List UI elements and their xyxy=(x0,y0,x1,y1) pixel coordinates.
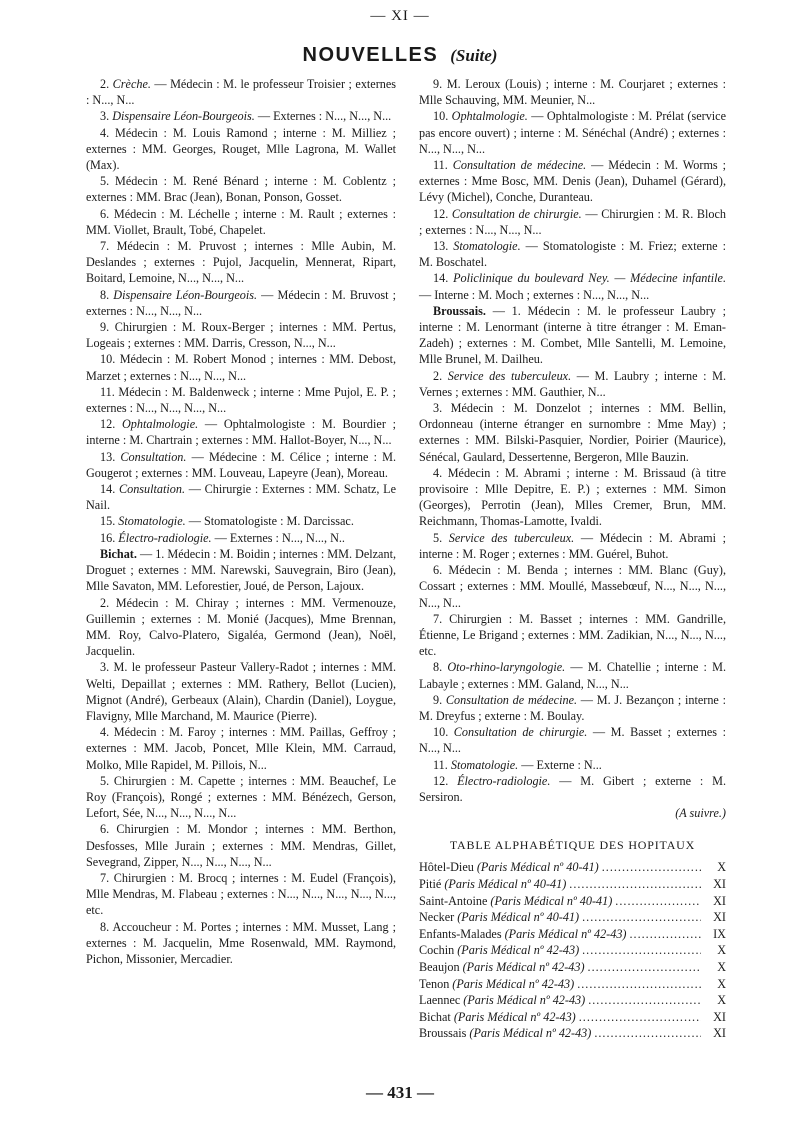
left-column xyxy=(86,76,396,967)
page-reference: X xyxy=(717,993,726,1008)
entry-paragraph xyxy=(86,287,396,319)
entry-paragraph xyxy=(419,724,726,756)
table-row xyxy=(419,876,726,893)
service-name: Service des tuberculeux. xyxy=(448,530,575,545)
entry-paragraph xyxy=(86,821,396,870)
right-column-entries xyxy=(419,76,726,805)
service-name: Service des tuberculeux. xyxy=(447,368,572,383)
entry-text: — M. Gibert ; externe : M. Sersiron. xyxy=(419,773,726,804)
entry-text: 7. Médecin : M. Pruvost ; internes : Mlle Aubin, M. Deslandes ; externes : Pujol, Jacquelin, Mennerat, Ripart, Boitard, Lemoine, N..., N..., N... xyxy=(86,239,396,286)
entry-paragraph xyxy=(419,530,726,562)
entry-text: — M. J. Bezançon ; interne : M. Dreyfus ; externe : M. Boulay. xyxy=(419,692,726,723)
page-title xyxy=(0,44,800,67)
entry-text: 11. xyxy=(433,158,453,173)
entry-text: 7. Chirurgien : M. Basset ; internes : MM. Gandrille, Étienne, Le Brigand ; externes : MM. Zadikian, N..., N..., N..., etc. xyxy=(419,611,726,659)
entry-text: 12. xyxy=(433,206,452,221)
journal-reference: (Paris Médical nº 40-41) xyxy=(444,876,567,891)
page-reference: XI xyxy=(713,876,726,891)
entry-text: 4. Médecin : M. Louis Ramond ; interne : M. Milliez ; externes : MM. Georges, Rouget, Mlle Lagrona, M. Wallet (Max). xyxy=(86,125,396,173)
dot-leader xyxy=(602,859,701,876)
hospital-name: Saint-Antoine xyxy=(419,893,488,908)
hospital-name: Cochin xyxy=(419,943,455,958)
entry-text: — Stomatologiste : M. Friez; externe : M. Boschatel. xyxy=(419,239,726,270)
entry-text: 9. Chirurgien : M. Roux-Berger ; internes : MM. Pertus, Logeais ; externes : MM. Darris, Cresson, N..., N... xyxy=(86,320,396,351)
entry-paragraph xyxy=(86,206,396,238)
service-name: Consultation. xyxy=(118,482,185,497)
page-reference: X xyxy=(717,976,726,991)
table-row xyxy=(419,926,726,943)
entry-text: 8. xyxy=(433,660,448,675)
table-row xyxy=(419,959,726,976)
page-reference: X xyxy=(717,959,726,974)
entry-paragraph xyxy=(86,238,396,287)
entry-text: — M. Chatellie ; interne : M. Labayle ; externes : MM. Galand, N..., N... xyxy=(419,660,726,691)
service-name: Stomatologie. xyxy=(450,757,519,772)
entry-paragraph xyxy=(86,595,396,660)
entry-paragraph xyxy=(419,400,726,465)
dot-leader xyxy=(588,959,701,976)
entry-text: — Externe : N... xyxy=(518,757,602,772)
entry-text: 10. xyxy=(433,109,452,124)
entry-paragraph xyxy=(419,157,726,206)
service-name: Consultation de médecine. xyxy=(445,692,578,707)
entry-paragraph xyxy=(86,351,396,383)
entry-paragraph xyxy=(419,773,726,805)
hospital-name: Beaujon xyxy=(419,959,460,974)
hospital-name: Laennec xyxy=(419,993,461,1008)
entry-text: 2. xyxy=(100,77,113,91)
page-reference: X xyxy=(717,943,726,958)
entry-text: — Chirurgien : M. R. Bloch ; externes : N..., N..., N... xyxy=(419,206,727,237)
entry-paragraph xyxy=(419,465,726,530)
table-row xyxy=(419,942,726,959)
entry-paragraph xyxy=(86,870,396,919)
entry-text: 11. xyxy=(433,757,451,772)
hospital-name: Enfants-Malades xyxy=(419,926,502,941)
entry-paragraph xyxy=(86,384,396,416)
top-numeral: — XI — xyxy=(370,8,430,24)
title-main: NOUVELLES xyxy=(302,44,439,66)
page-reference: XI xyxy=(713,910,726,925)
entry-paragraph xyxy=(86,546,396,595)
page-reference: XI xyxy=(713,1009,726,1024)
entry-text: 2. xyxy=(433,368,448,383)
table-row xyxy=(419,1025,726,1042)
dot-leader xyxy=(594,1025,701,1042)
table-row xyxy=(419,976,726,993)
entry-text: 8. Accoucheur : M. Portes ; internes : MM. Musset, Lang ; externes : M. Jacquelin, Mme Rosenwald, MM. Raymond, Pichon, Missonier, Mercadier. xyxy=(86,919,396,966)
hospital-name: Broussais xyxy=(419,1026,467,1041)
hospital-name: Bichat xyxy=(419,1009,451,1024)
hospital-name: Broussais. xyxy=(433,303,486,318)
entry-text: 6. Chirurgien : M. Mondor ; internes : MM. Berthon, Desfosses, Mlle Jurain ; externes : MM. Mendras, Gillet, Sevegrand, Zipper, N..., N..., N..., N... xyxy=(86,822,396,869)
entry-paragraph xyxy=(86,919,396,968)
entry-text: 14. xyxy=(100,482,119,497)
entry-text: 9. xyxy=(433,692,446,707)
hospital-name: Necker xyxy=(419,910,455,925)
entry-paragraph xyxy=(86,530,396,546)
service-name: Ophtalmologie. xyxy=(451,109,528,124)
entry-text: — Médecin : M. Abrami ; interne : M. Roger ; externes : MM. Guérel, Buhot. xyxy=(419,530,726,561)
entry-text: 4. Médecin : M. Abrami ; interne : M. Brissaud (à titre provisoire : Mlle Depitre, E. P.) ; externes : MM. Simon (Georges), Perrotin (Jean), Mlles Cremer, Brun, MM. Reichmann, Thomas-Lamotte, Ivaldi. xyxy=(419,465,726,529)
dot-leader xyxy=(579,1009,701,1026)
page-reference: XI xyxy=(713,1026,726,1041)
entry-paragraph xyxy=(86,173,396,205)
entry-paragraph xyxy=(419,659,726,691)
entry-paragraph xyxy=(86,76,396,108)
entry-paragraph xyxy=(419,692,726,724)
entry-text: 14. xyxy=(433,271,454,286)
service-name: Ophtalmologie. xyxy=(121,417,199,432)
entry-text: 3. M. le professeur Pasteur Vallery-Radot ; internes : MM. Welti, Depaillat ; externes : MM. Rathery, Bellot (Lucien), Mignot (André), Gerbeaux (Alain), Chardin (Daniel), Loygue, Flavigny, Mlle Marchand, M. Maurice (Pierre). xyxy=(86,660,396,723)
entry-paragraph xyxy=(419,108,726,157)
title-suffix: (Suite) xyxy=(450,46,498,65)
journal-reference: (Paris Médical nº 40-41) xyxy=(476,860,599,875)
entry-text: 16. xyxy=(100,530,119,545)
service-name: Dispensaire Léon-Bourgeois. xyxy=(112,109,255,124)
hospital-name: Pitié xyxy=(419,876,442,891)
entry-text: — 1. Médecin : M. Boidin ; internes : MM. Delzant, Droguet ; externes : MM. Narewski, Sauvegrain, Biro (Jean), Mlle Savaton, MM. Leforestier, Joué, de Person, Lajoux. xyxy=(86,546,396,594)
entry-text: 15. xyxy=(100,514,119,529)
entry-paragraph xyxy=(419,611,726,660)
entry-text: 6. Médecin : M. Léchelle ; interne : M. Rault ; externes : MM. Viollet, Brault, Tobé, Chapelet. xyxy=(86,206,396,237)
entry-text: — Ophtalmologiste : M. Prélat (service pas encore ouvert) ; interne : M. Sénéchal (André) ; externes : N..., N..., N... xyxy=(419,109,727,156)
service-name: Dispensaire Léon-Bourgeois. xyxy=(113,287,258,302)
entry-text: — 1. Médecin : M. le professeur Laubry ; interne : M. Lenormant (interne à titre étranger : M. Eman-Zadeh) ; externes : M. Combet, Mlle Santelli, M. Lemoine, Mlle Brunel, M. Dailheu. xyxy=(419,303,726,367)
table-title: TABLE ALPHABÉTIQUE DES HOPITAUX xyxy=(449,838,696,853)
entry-paragraph xyxy=(419,238,726,270)
dot-leader xyxy=(629,926,701,943)
entry-text: 9. M. Leroux (Louis) ; interne : M. Courjaret ; externes : Mlle Schauving, MM. Meunier, N... xyxy=(419,77,726,108)
entry-paragraph xyxy=(86,125,396,174)
entry-text: 7. Chirurgien : M. Brocq ; internes : M. Eudel (François), Mlle Mendras, M. Flabeau ; externes : N..., N..., N..., N..., N..., etc. xyxy=(86,870,396,918)
dot-leader xyxy=(582,909,701,926)
hospital-name: Bichat. xyxy=(100,546,137,561)
service-name: Électro-radiologie. xyxy=(118,530,212,545)
journal-reference: (Paris Médical nº 42-43) xyxy=(463,993,586,1008)
hospital-name: Tenon xyxy=(419,976,450,991)
entry-text: — M. Basset ; externes : N..., N... xyxy=(419,725,726,756)
journal-reference: (Paris Médical nº 42-43) xyxy=(452,976,575,991)
entry-paragraph xyxy=(419,270,726,302)
entry-paragraph xyxy=(419,368,726,400)
entry-paragraph xyxy=(86,449,396,481)
dot-leader xyxy=(582,942,701,959)
entry-text: 3. Médecin : M. Donzelot ; internes : MM. Bellin, Ordonneau (interne étranger en surnombre : Mme May) ; externes : MM. Bilski-Pasquier, Nordier, Poirier (Maurice), Sénécal, Gaulard, Dessertenne, Bergeron, Mlle Bauzin. xyxy=(419,401,726,464)
service-name: Policlinique du boulevard Ney. — Médecine infantile. xyxy=(453,271,726,286)
page-reference: X xyxy=(717,860,726,875)
right-column xyxy=(419,76,726,1042)
entry-text: 2. Médecin : M. Chiray ; internes : MM. Vermenouze, Guillemin ; externes : M. Monié (Jacques), Mme Brennan, MM. Roy, Calvo-Platero, Sigaléa, Germond (Jean), Noël, Jacquelin. xyxy=(86,595,396,659)
entry-text: 5. Médecin : M. René Bénard ; interne : M. Coblentz ; externes : MM. Brac (Jean), Bonan, Ponson, Gosset. xyxy=(86,174,396,205)
entry-text: 13. xyxy=(100,449,121,464)
a-suivre: (A suivre.) xyxy=(675,806,726,821)
entry-paragraph xyxy=(86,659,396,724)
entry-text: — Médecin : M. le professeur Troisier ; externes : N..., N... xyxy=(86,77,397,108)
entry-paragraph xyxy=(419,562,726,611)
service-name: Crèche. xyxy=(112,77,151,91)
journal-reference: (Paris Médical nº 42-43) xyxy=(469,1026,592,1041)
dot-leader xyxy=(577,976,701,993)
entry-paragraph xyxy=(86,481,396,513)
entry-text: 12. xyxy=(100,417,122,432)
entry-text: 3. xyxy=(100,109,113,124)
page-number: — 431 — xyxy=(366,1083,434,1102)
table-row xyxy=(419,909,726,926)
entry-text: 4. Médecin : M. Faroy ; internes : MM. Paillas, Geffroy ; externes : MM. Jacob, Poncet, Mlle Klein, MM. Carraud, Molko, Mlle Rapidel, M. Pillois, N... xyxy=(86,725,396,772)
service-name: Oto-rhino-laryngologie. xyxy=(447,660,566,675)
journal-reference: (Paris Médical nº 42-43) xyxy=(457,943,580,958)
table-row xyxy=(419,859,726,876)
entry-text: — Externes : N..., N..., N.. xyxy=(211,530,345,545)
entry-text: 10. xyxy=(433,725,454,740)
dot-leader xyxy=(569,876,701,893)
entry-paragraph xyxy=(419,76,726,108)
entry-paragraph xyxy=(86,724,396,773)
service-name: Consultation de médecine. xyxy=(452,158,587,173)
entry-paragraph xyxy=(86,416,396,448)
journal-reference: (Paris Médical nº 40-41) xyxy=(457,910,580,925)
service-name: Consultation de chirurgie. xyxy=(451,206,582,221)
hospital-name: Hôtel-Dieu xyxy=(419,860,474,875)
entry-text: — Interne : M. Moch ; externes : N..., N..., N... xyxy=(419,287,650,302)
entry-text: 5. Chirurgien : M. Capette ; internes : MM. Beauchef, Le Roy (François), Rongé ; externes : MM. Bénézech, Gerson, Lefort, Sée, N..., N..., N..., N... xyxy=(86,773,396,821)
suivre-line xyxy=(419,805,726,821)
entry-paragraph xyxy=(86,319,396,351)
table-row xyxy=(419,893,726,910)
service-name: Consultation. xyxy=(120,449,187,464)
entry-text: — Médecin : M. Bruvost ; externes : N..., N..., N... xyxy=(86,287,397,318)
page-reference: XI xyxy=(713,893,726,908)
entry-text: — Chirurgie : Externes : MM. Schatz, Le Nail. xyxy=(86,482,396,513)
entry-paragraph xyxy=(419,757,726,773)
hospital-table xyxy=(419,859,726,1042)
service-name: Stomatologie. xyxy=(118,514,186,529)
entry-text: — Médecin : M. Worms ; externes : Mme Bosc, MM. Denis (Jean), Duhamel (Gérard), Lévy (Michel), Conche, Duranteau. xyxy=(419,158,726,205)
entry-paragraph xyxy=(419,303,726,368)
journal-reference: (Paris Médical nº 40-41) xyxy=(490,893,613,908)
page-reference: IX xyxy=(713,926,726,941)
journal-reference: (Paris Médical nº 42-43) xyxy=(453,1009,576,1024)
entry-text: 6. Médecin : M. Benda ; internes : MM. Blanc (Guy), Cossart ; externes : MM. Moullé, Massebœuf, N..., N..., N..., N..., N... xyxy=(419,563,726,610)
entry-paragraph xyxy=(86,513,396,529)
entry-paragraph xyxy=(419,206,726,238)
service-name: Électro-radiologie. xyxy=(457,773,551,788)
entry-text: — Stomatologiste : M. Darcissac. xyxy=(185,514,354,529)
entry-text: 11. Médecin : M. Baldenweck ; interne : Mme Pujol, E. P. ; externes : N..., N..., N..., N... xyxy=(86,384,396,416)
entry-text: — Externes : N..., N..., N... xyxy=(254,109,392,124)
journal-reference: (Paris Médical nº 42-43) xyxy=(504,926,627,941)
entry-text: 5. xyxy=(433,530,449,545)
dot-leader xyxy=(588,992,701,1009)
entry-text: — Ophtalmologiste : M. Bourdier ; interne : M. Chartrain ; externes : MM. Hallot-Boyer, N..., N... xyxy=(86,417,396,448)
entry-text: 8. xyxy=(100,287,114,302)
journal-reference: (Paris Médical nº 42-43) xyxy=(462,959,585,974)
table-row xyxy=(419,1009,726,1026)
entry-text: — M. Laubry ; interne : M. Vernes ; externes : MM. Gauthier, N... xyxy=(419,368,726,399)
entry-paragraph xyxy=(86,773,396,822)
table-row xyxy=(419,992,726,1009)
entry-text: 13. xyxy=(433,239,454,254)
entry-text: 10. Médecin : M. Robert Monod ; internes : MM. Debost, Marzet ; externes : N..., N..., N... xyxy=(86,352,396,383)
dot-leader xyxy=(615,893,701,910)
entry-paragraph xyxy=(86,108,396,124)
service-name: Consultation de chirurgie. xyxy=(453,725,588,740)
service-name: Stomatologie. xyxy=(453,239,521,254)
entry-text: 12. xyxy=(433,773,458,788)
entry-text: — Médecine : M. Célice ; interne : M. Gougerot ; externes : MM. Louveau, Lapeyre (Jean), Moreau. xyxy=(86,449,396,480)
